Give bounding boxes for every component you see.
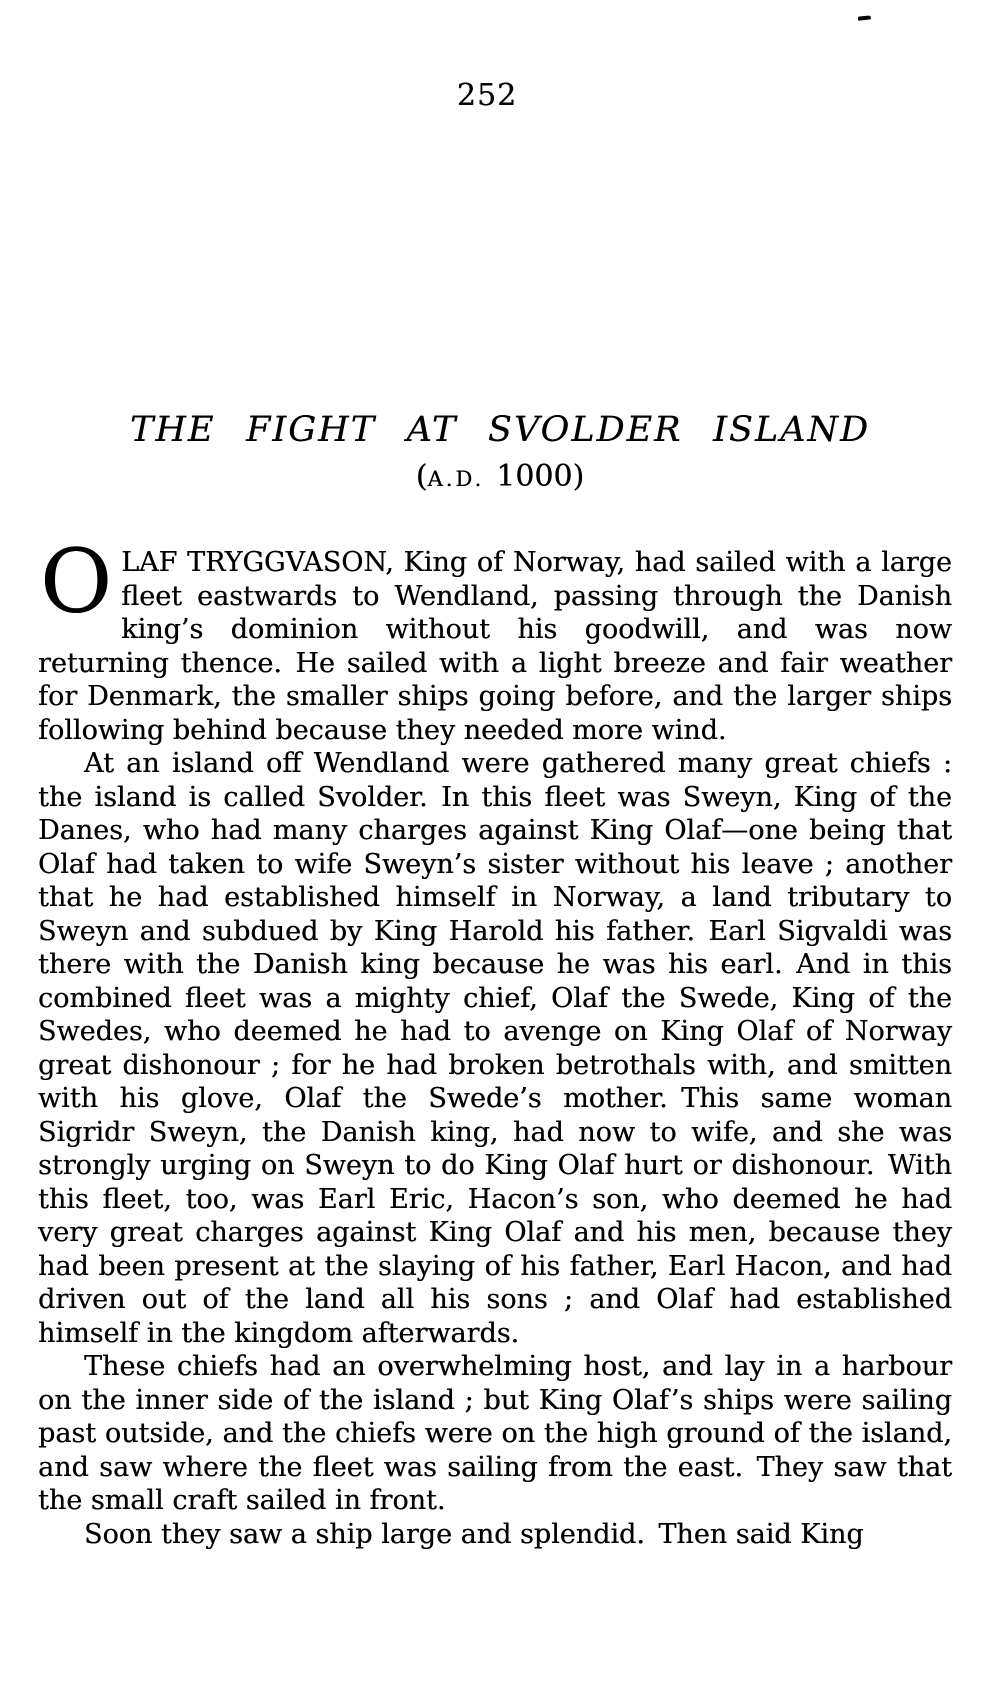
opening-paragraph-text: , King of Norway, had sailed with a large fleet eastwards to Wendland, passing through the Danish king’s dominion without his goodwill, and was now returning thence. He sailed with a light breeze and fair weather for Denmark, the smaller ships going before, and the larger ships following behind because they needed more wind. (38, 547, 952, 746)
paragraph: These chiefs had an overwhelming host, and lay in a harbour on the inner side of the island ; but King Olaf’s ships were sailing past outside, and the chiefs were on the high ground of the island, and saw where the fleet was sailing from the east. They saw that the small craft sailed in front. (38, 1351, 952, 1516)
page-number: 252 (456, 78, 518, 113)
subtitle-era: A.D. (427, 467, 485, 491)
subtitle-open-paren: ( (415, 459, 428, 494)
subtitle-year: 1000) (496, 459, 585, 494)
paragraph-opening (38, 530, 952, 747)
opening-caps: LAF TRYGGVASON (121, 547, 386, 578)
chapter-title: THE FIGHT AT SVOLDER ISLAND (129, 410, 871, 450)
ink-smudge-artifact (858, 15, 871, 20)
page-body (38, 530, 952, 1551)
paragraph: At an island off Wendland were gathered many great chiefs : the island is called Svolder. In this fleet was Sweyn, King of the Danes, who had many charges against King Olaf—one being that Olaf had taken to wife Sweyn’s sister without his leave ; another that he had established himself in Norway, a land tributary to Sweyn and subdued by King Harold his father. Earl Sigvaldi was there with the Danish king because he was his earl. And in this combined fleet was a mighty chief, Olaf the Swede, King of the Swedes, who deemed he had to avenge on King Olaf of Norway great dishonour ; for he had broken betrothals with, and smitten with his glove, Olaf the Swede’s mother. This same woman Sigridr Sweyn, the Danish king, had now to wife, and she was strongly urging on Sweyn to do King Olaf hurt or dishonour. With this fleet, too, was Earl Eric, Hacon’s son, who deemed he had very great charges against King Olaf and his men, because they had been present at the slaying of his father, Earl Hacon, and had driven out of the land all his sons ; and Olaf had established himself in the kingdom afterwards. (38, 748, 952, 1349)
chapter-subtitle (0, 459, 1000, 494)
drop-cap: O (40, 530, 113, 633)
paragraph: Soon they saw a ship large and splendid. Then said King (84, 1518, 864, 1550)
